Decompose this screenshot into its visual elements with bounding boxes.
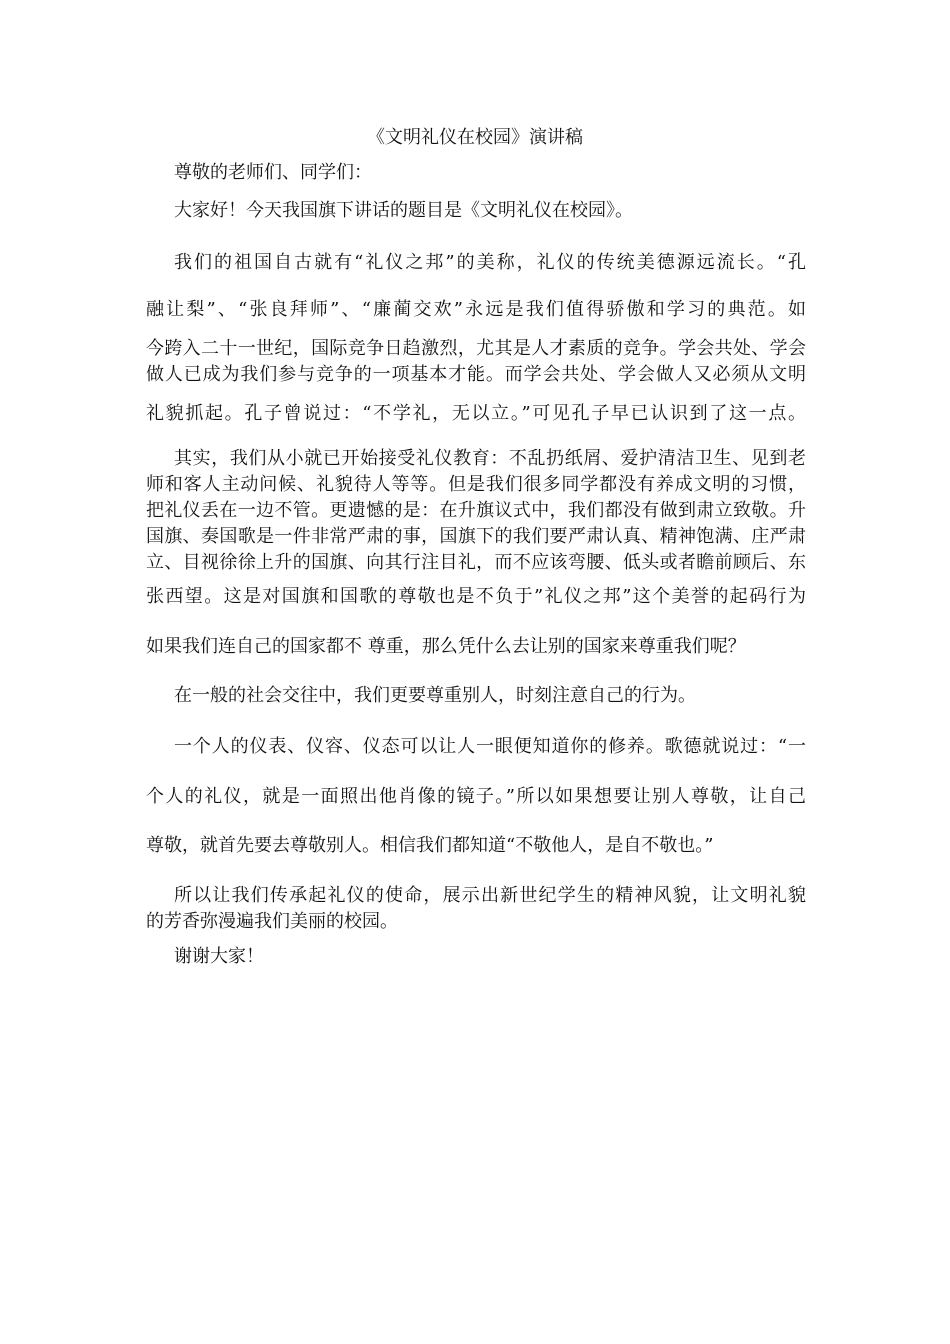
- paragraph-line: 师和客人主动问候、礼貌待人等等。但是我们很多同学都没有养成文明的习惯，: [146, 474, 806, 495]
- paragraph-line: 个人的礼仪，就是一面照出他肖像的镜子。”所以如果想要让别人尊敬，让自己: [146, 786, 806, 807]
- salutation: 尊敬的老师们、同学们：: [174, 162, 372, 183]
- paragraph-line: 融让梨”、“张良拜师”、“廉蔺交欢”永远是我们值得骄傲和学习的典范。如: [146, 299, 806, 320]
- paragraph-line: 一个人的仪表、仪容、仪态可以让人一眼便知道你的修养。歌德就说过：“一: [174, 736, 806, 757]
- greeting-line: 大家好！今天我国旗下讲话的题目是《文明礼仪在校园》。: [174, 200, 633, 221]
- paragraph-line: 其实，我们从小就已开始接受礼仪教育：不乱扔纸屑、爱护清洁卫生、见到老: [174, 448, 806, 469]
- paragraph-line: 张西望。这是对国旗和国歌的尊敬也是不负于”礼仪之邦”这个美誉的起码行为: [146, 586, 806, 607]
- paragraph-line: 礼貌抓起。孔子曾说过：“不学礼，无以立。”可见孔子早已认识到了这一点。: [146, 403, 806, 424]
- paragraph-line: 把礼仪丢在一边不管。更遗憾的是：在升旗议式中，我们都没有做到肃立致敬。升: [146, 500, 806, 521]
- paragraph-line: 我们的祖国自古就有“礼仪之邦”的美称，礼仪的传统美德源远流长。“孔: [174, 252, 806, 273]
- paragraph-line: 如果我们连自己的国家都不 尊重，那么凭什么去让别的国家来尊重我们呢？: [146, 636, 746, 657]
- paragraph-line: 尊敬，就首先要去尊敬别人。相信我们都知道“不敬他人，是自不敬也。”: [146, 835, 714, 856]
- closing-line: 谢谢大家！: [174, 946, 264, 967]
- paragraph-line: 的芳香弥漫遍我们美丽的校园。: [146, 911, 398, 932]
- paragraph-line: 做人已成为我们参与竞争的一项基本才能。而学会共处、学会做人又必须从文明: [146, 364, 806, 385]
- paragraph-line: 今跨入二十一世纪，国际竞争日趋激烈，尤其是人才素质的竞争。学会共处、学会: [146, 338, 806, 359]
- paragraph-line: 所以让我们传承起礼仪的使命，展示出新世纪学生的精神风貌，让文明礼貌: [174, 885, 806, 906]
- document-title: 《文明礼仪在校园》演讲稿: [367, 127, 583, 148]
- paragraph-line: 国旗、奏国歌是一件非常严肃的事，国旗下的我们要严肃认真、精神饱满、庄严肃: [146, 526, 806, 547]
- paragraph-line: 立、目视徐徐上升的国旗、向其行注目礼，而不应该弯腰、低头或者瞻前顾后、东: [146, 552, 806, 573]
- paragraph-line: 在一般的社会交往中，我们更要尊重别人，时刻注意自己的行为。: [174, 685, 696, 706]
